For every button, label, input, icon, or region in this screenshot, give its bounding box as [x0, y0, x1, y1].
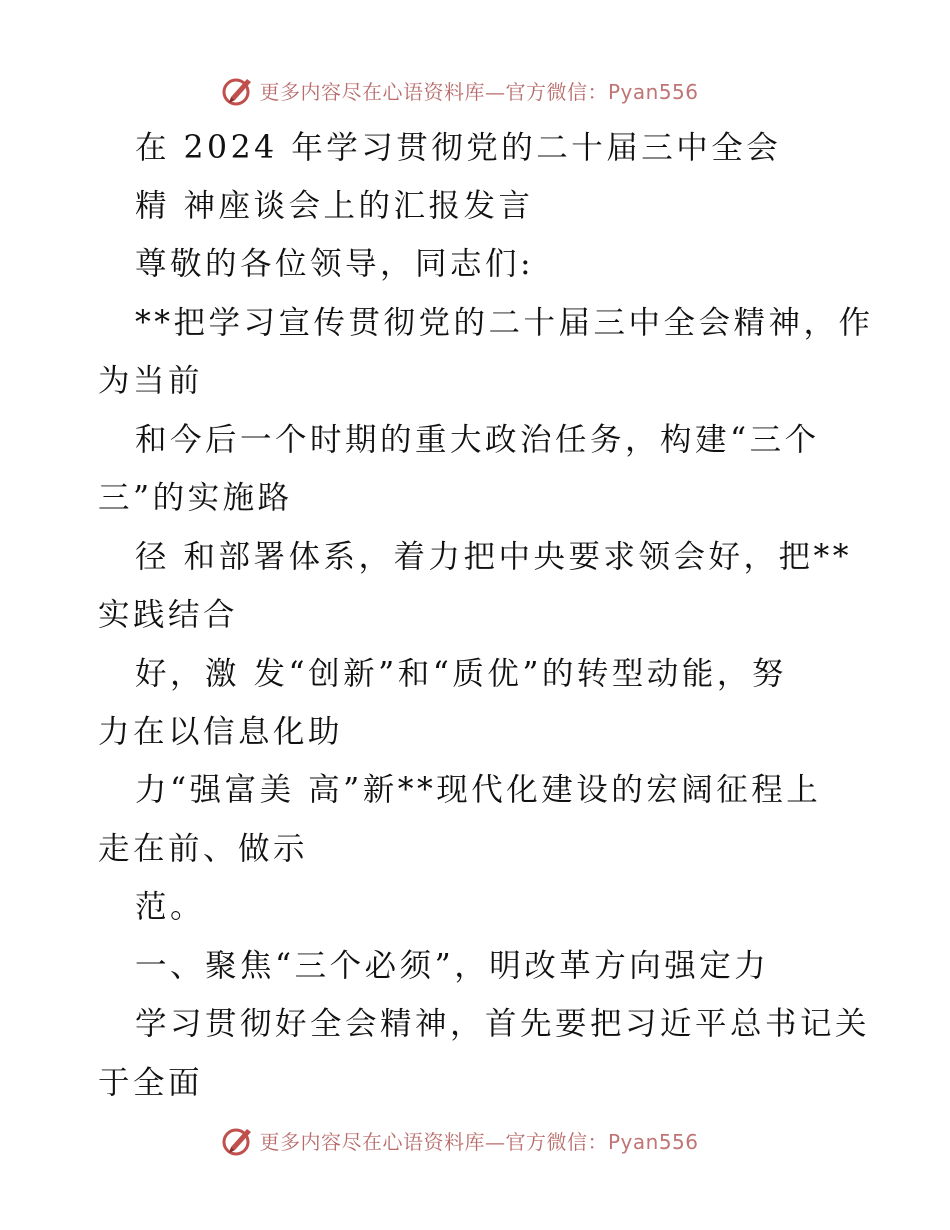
paragraph-line: 力在以信息化助 [98, 714, 344, 750]
watermark-text: 更多内容尽在心语资料库—官方微信：Pyan556 [259, 1129, 699, 1154]
watermark-wechat-id: Pyan556 [607, 1129, 699, 1154]
pen-circle-logo-icon [221, 73, 255, 107]
section-heading: 一、聚焦“三个必须”，明改革方向强定力 [135, 948, 770, 984]
watermark-banner-top [0, 70, 950, 110]
title-line-2: 精 神座谈会上的汇报发言 [135, 188, 534, 224]
paragraph-line: 走在前、做示 [98, 831, 309, 867]
paragraph-line: 学习贯彻好全会精神，首先要把习近平总书记关 [135, 1006, 871, 1042]
paragraph-line: 和今后一个时期的重大政治任务，构建“三个 [135, 422, 820, 458]
paragraph-line: 力“强富美 高”新**现代化建设的宏阔征程上 [135, 772, 822, 808]
watermark-text: 更多内容尽在心语资料库—官方微信：Pyan556 [259, 79, 699, 104]
paragraph-line: 三”的实施路 [98, 480, 293, 516]
paragraph-line: 为当前 [98, 363, 204, 399]
paragraph-line: 实践结合 [98, 597, 239, 633]
paragraph-line: 范。 [135, 889, 206, 925]
salutation: 尊敬的各位领导，同志们: [135, 246, 535, 282]
paragraph-line: 于全面 [98, 1065, 204, 1101]
title-line-1: 在 2024 年学习贯彻党的二十届三中全会 [135, 130, 782, 166]
paragraph-line: **把学习宣传贯彻党的二十届三中全会精神，作 [135, 305, 874, 341]
paragraph-line: 好，激 发“创新”和“质优”的转型动能，努 [135, 656, 787, 692]
watermark-wechat-id: Pyan556 [607, 79, 699, 104]
paragraph-line: 径 和部署体系，着力把中央要求领会好，把** [135, 539, 853, 575]
pen-circle-logo-icon [221, 1123, 255, 1157]
watermark-banner-bottom [0, 1120, 950, 1160]
